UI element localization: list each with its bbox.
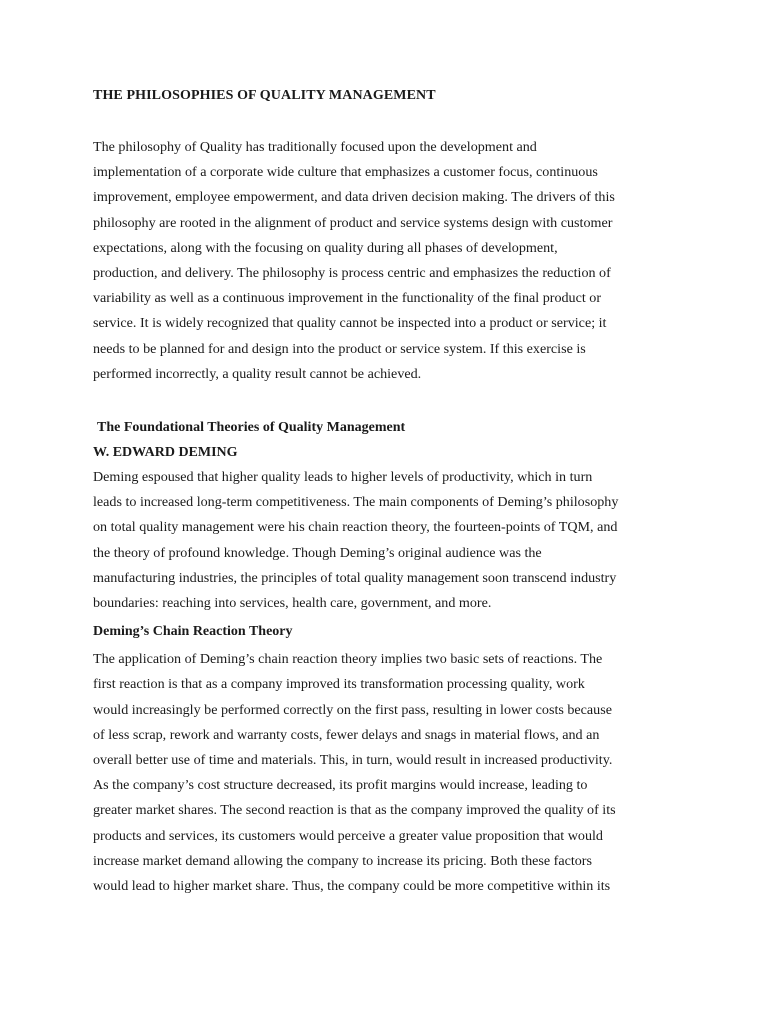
text-line: implementation of a corporate wide culture that emphasizes a customer focus, continuous (93, 164, 598, 181)
chain-reaction-paragraph (93, 647, 683, 899)
text-line: boundaries: reaching into services, health care, government, and more. (93, 595, 492, 612)
text-line: manufacturing industries, the principles of total quality management soon transcend industry (93, 569, 617, 586)
section-heading: The Foundational Theories of Quality Management (97, 420, 406, 436)
text-line: expectations, along with the focusing on quality during all phases of development, (93, 239, 558, 256)
text-line: The application of Deming’s chain reaction theory implies two basic sets of reactions. The (93, 651, 603, 668)
text-line: philosophy are rooted in the alignment of product and service systems design with customer (93, 214, 613, 231)
document-title: THE PHILOSOPHIES OF QUALITY MANAGEMENT (93, 88, 436, 103)
text-line: As the company’s cost structure decreased, its profit margins would increase, leading to (93, 777, 588, 794)
text-line: production, and delivery. The philosophy is process centric and emphasizes the reduction of (93, 265, 611, 282)
intro-paragraph (93, 135, 683, 387)
chain-reaction-heading: Deming’s Chain Reaction Theory (93, 624, 293, 640)
text-line: on total quality management were his chain reaction theory, the fourteen-points of TQM, and (93, 519, 618, 536)
text-line: the theory of profound knowledge. Though Deming’s original audience was the (93, 544, 542, 561)
document-body (93, 86, 683, 899)
text-line: would lead to higher market share. Thus, the company could be more competitive within its (93, 878, 611, 895)
text-line: service. It is widely recognized that quality cannot be inspected into a product or service; it (93, 315, 607, 332)
text-line: would increasingly be performed correctly on the first pass, resulting in lower costs because (93, 701, 612, 718)
text-line: overall better use of time and materials. This, in turn, would result in increased productivity. (93, 752, 613, 769)
text-line: of less scrap, rework and warranty costs, fewer delays and snags in material flows, and an (93, 726, 600, 743)
text-line: increase market demand allowing the company to increase its pricing. Both these factors (93, 852, 592, 869)
deming-heading: W. EDWARD DEMING (93, 445, 238, 461)
text-line: performed incorrectly, a quality result cannot be achieved. (93, 365, 422, 382)
text-line: improvement, employee empowerment, and data driven decision making. The drivers of this (93, 189, 615, 206)
text-line: needs to be planned for and design into the product or service system. If this exercise is (93, 340, 586, 357)
deming-paragraph (93, 465, 683, 616)
text-line: first reaction is that as a company improved its transformation processing quality, work (93, 676, 585, 693)
text-line: products and services, its customers would perceive a greater value proposition that would (93, 827, 603, 844)
text-line: Deming espoused that higher quality leads to higher levels of productivity, which in turn (93, 469, 593, 486)
text-line: variability as well as a continuous improvement in the functionality of the final product or (93, 290, 602, 307)
text-line: The philosophy of Quality has traditionally focused upon the development and (93, 139, 537, 155)
text-line: greater market shares. The second reaction is that as the company improved the quality of its (93, 802, 616, 819)
text-line: leads to increased long-term competitiveness. The main components of Deming’s philosophy (93, 494, 619, 511)
